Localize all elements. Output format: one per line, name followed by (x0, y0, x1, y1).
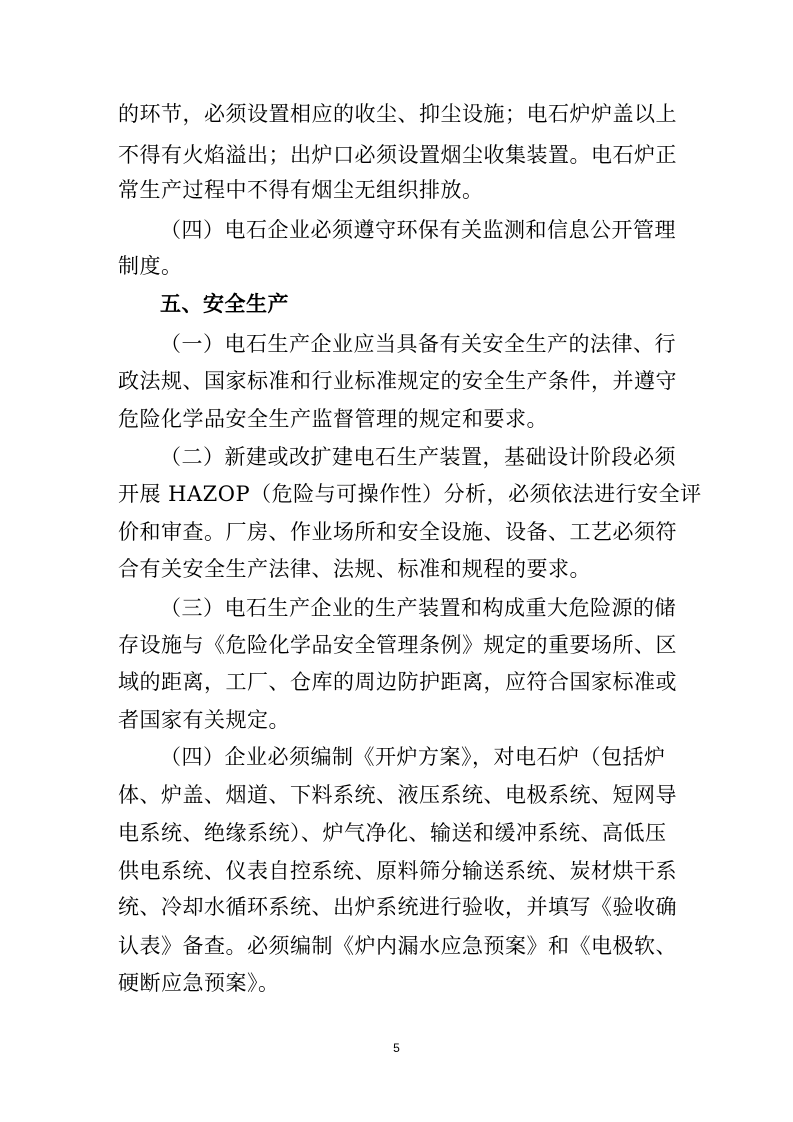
text-line: 统、冷却水循环系统、出炉系统进行验收，并填写《验收确 (118, 895, 677, 919)
text-line: 硬断应急预案》。 (118, 971, 280, 995)
text-line: 存设施与《危险化学品安全管理条例》规定的重要场所、区 (118, 633, 677, 657)
text-line: 电系统、绝缘系统）、炉气净化、输送和缓冲系统、高低压 (118, 821, 667, 845)
text-line: 政法规、国家标准和行业标准规定的安全生产条件，并遵守 (118, 369, 677, 393)
text-line: 者国家有关规定。 (118, 708, 290, 732)
paragraph-start-line: （三）电石生产企业的生产装置和构成重大危险源的储 (160, 596, 676, 620)
text-line: 常生产过程中不得有烟尘无组织排放。 (118, 178, 484, 202)
paragraph-start-line: （一）电石生产企业应当具备有关安全生产的法律、行 (160, 332, 676, 356)
text-line: 不得有火焰溢出；出炉口必须设置烟尘收集装置。电石炉正 (118, 143, 677, 167)
text-line: 域的距离，工厂、仓库的周边防护距离，应符合国家标准或 (118, 670, 677, 694)
text-line: 体、炉盖、烟道、下料系统、液压系统、电极系统、短网导 (118, 783, 677, 807)
paragraph-start-line: （四）电石企业必须遵守环保有关监测和信息公开管理 (160, 218, 676, 242)
text-line: 开展 HAZOP（危险与可操作性）分析，必须依法进行安全评 (118, 482, 702, 506)
text-line: 供电系统、仪表自控系统、原料筛分输送系统、炭材烘干系 (118, 859, 677, 883)
text-line: 的环节，必须设置相应的收尘、抑尘设施；电石炉炉盖以上 (118, 102, 677, 126)
section-heading: 五、安全生产 (160, 292, 289, 316)
text-line: 制度。 (118, 254, 183, 278)
text-line: 危险化学品安全生产监督管理的规定和要求。 (118, 407, 548, 431)
text-line: 认表》备查。必须编制《炉内漏水应急预案》和《电极软、 (118, 934, 677, 958)
text-line: 价和审查。厂房、作业场所和安全设施、设备、工艺必须符 (118, 520, 677, 544)
page-number: 5 (393, 1041, 400, 1055)
text-line: 合有关安全生产法律、法规、标准和规程的要求。 (118, 557, 591, 581)
paragraph-start-line: （二）新建或改扩建电石生产装置，基础设计阶段必须 (160, 445, 676, 469)
paragraph-start-line: （四）企业必须编制《开炉方案》，对电石炉（包括炉 (160, 745, 666, 769)
